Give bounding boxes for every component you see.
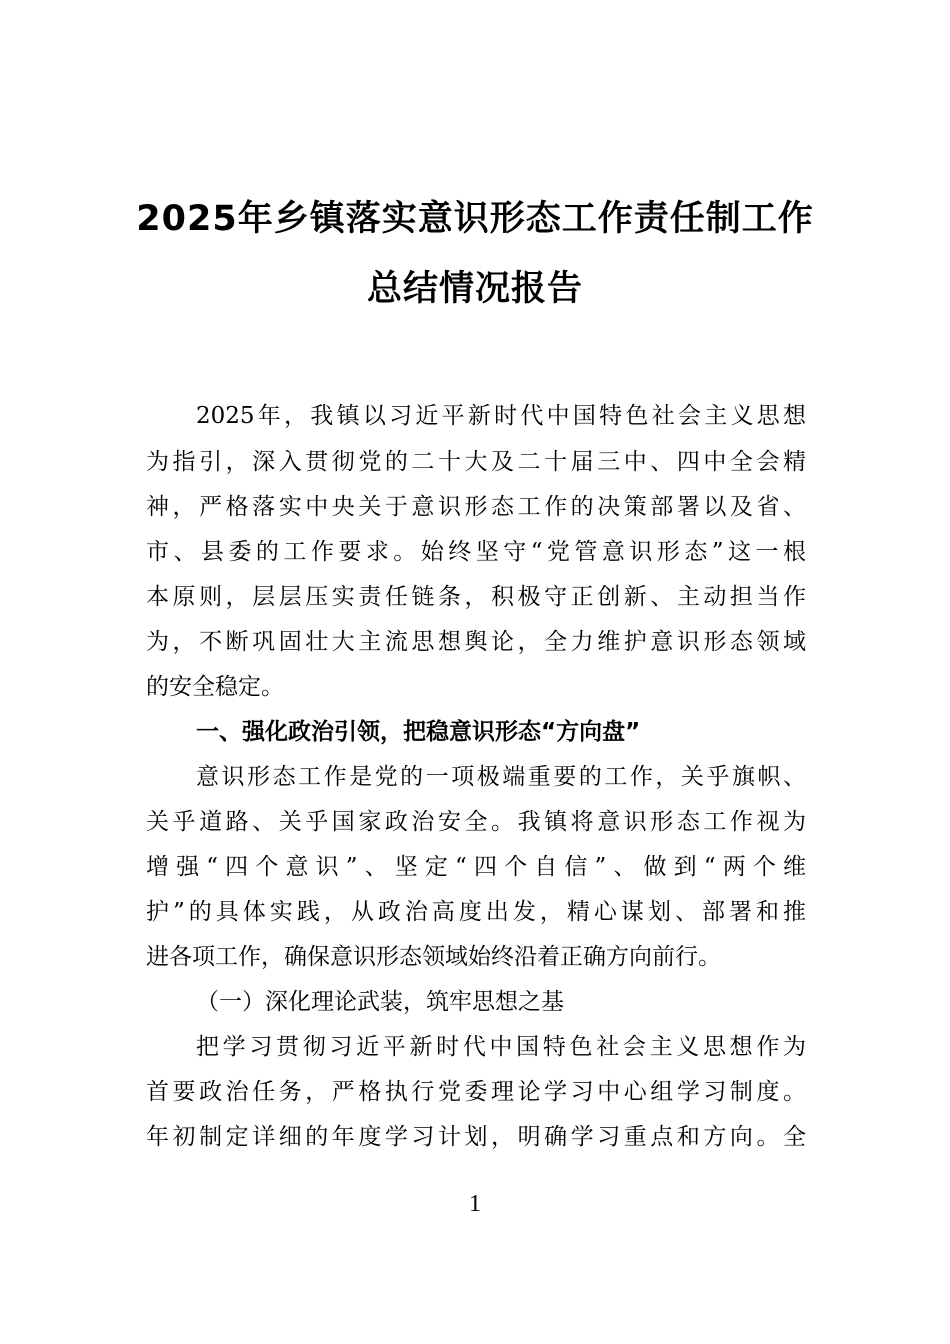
paragraph-3-line: 把学习贯彻习近平新时代中国特色社会主义思想作为 [196, 1034, 806, 1060]
document-title-line-1: 2025年乡镇落实意识形态工作责任制工作 [136, 199, 814, 239]
paragraph-2-line: 关乎道路、关乎国家政治安全。我镇将意识形态工作视为 [146, 809, 806, 835]
paragraph-1-line: 为，不断巩固壮大主流思想舆论，全力维护意识形态领域 [146, 629, 806, 655]
page-number: 1 [469, 1191, 481, 1217]
paragraph-1-line: 本原则，层层压实责任链条，积极守正创新、主动担当作 [146, 584, 806, 610]
paragraph-3-line: 年初制定详细的年度学习计划，明确学习重点和方向。全 [146, 1124, 806, 1150]
paragraph-1-line: 2025年，我镇以习近平新时代中国特色社会主义思想 [196, 403, 806, 429]
paragraph-1-line: 市、县委的工作要求。始终坚守“党管意识形态”这一根 [146, 539, 806, 565]
section-heading-1: 一、强化政治引领，把稳意识形态“方向盘” [196, 719, 641, 745]
paragraph-3-line: 首要政治任务，严格执行党委理论学习中心组学习制度。 [146, 1079, 806, 1105]
paragraph-1-line: 的安全稳定。 [146, 674, 284, 700]
paragraph-2-line: 护”的具体实践，从政治高度出发，精心谋划、部署和推 [146, 899, 806, 925]
paragraph-2-line: 增强“四个意识”、坚定“四个自信”、做到“两个维 [146, 854, 806, 880]
paragraph-2-line: 意识形态工作是党的一项极端重要的工作，关乎旗帜、 [196, 764, 806, 790]
paragraph-2-line: 进各项工作，确保意识形态领域始终沿着正确方向前行。 [146, 944, 721, 970]
paragraph-1-line: 为指引，深入贯彻党的二十大及二十届三中、四中全会精 [146, 449, 806, 475]
paragraph-1-line: 神，严格落实中央关于意识形态工作的决策部署以及省、 [146, 494, 806, 520]
document-title-line-2: 总结情况报告 [366, 269, 583, 309]
subsection-heading-1: （一）深化理论武装，筑牢思想之基 [196, 989, 564, 1015]
